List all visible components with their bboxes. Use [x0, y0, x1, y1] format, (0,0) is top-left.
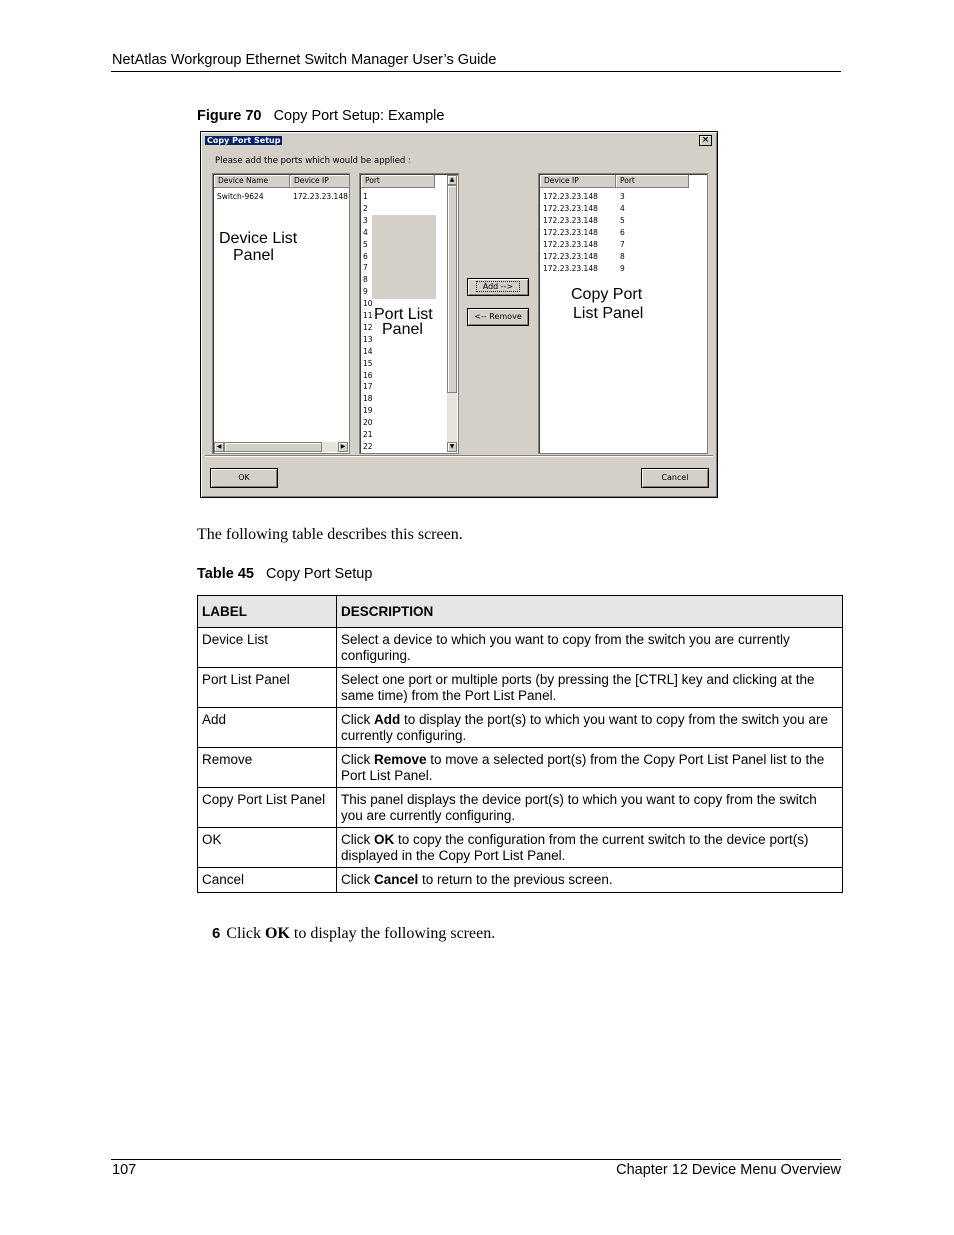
row-description: [337, 708, 843, 748]
copy-port-header[interactable]: Port: [616, 175, 689, 188]
device-list-panel[interactable]: [212, 173, 350, 454]
scroll-up-icon[interactable]: ▲: [447, 175, 457, 185]
description-pre: This panel displays the device port(s) to which you want to copy from the switch you are currently configuring.: [341, 792, 817, 823]
port-item[interactable]: 3: [363, 215, 368, 225]
copy-device-ip-cell[interactable]: 172.23.23.148: [543, 252, 598, 261]
copy-port-list-panel-annotation: [571, 285, 643, 323]
table-number: Table 45: [197, 566, 254, 582]
device-name-cell[interactable]: Switch-9624: [217, 192, 264, 201]
copy-port-setup-dialog: [200, 131, 718, 498]
port-item[interactable]: 19: [363, 406, 373, 416]
copy-port-cell[interactable]: 5: [620, 216, 625, 225]
port-item[interactable]: 4: [363, 227, 368, 237]
selected-ports-highlight: [372, 215, 436, 299]
port-item[interactable]: 13: [363, 334, 373, 344]
port-item[interactable]: 12: [363, 322, 373, 332]
description-table: [197, 595, 843, 893]
add-button[interactable]: [467, 278, 529, 296]
copy-port-cell[interactable]: 7: [620, 240, 625, 249]
row-label: Add: [198, 708, 337, 748]
copy-port-cell[interactable]: 4: [620, 204, 625, 213]
row-label: OK: [198, 828, 337, 868]
copy-device-ip-header[interactable]: Device IP: [540, 175, 616, 188]
port-item[interactable]: 14: [363, 346, 373, 356]
table-row: [198, 788, 843, 828]
port-item[interactable]: 8: [363, 275, 368, 285]
scroll-down-icon[interactable]: ▼: [447, 442, 457, 452]
annotation-line: Panel: [233, 247, 274, 264]
description-bold: Remove: [374, 752, 427, 767]
port-item[interactable]: 15: [363, 358, 373, 368]
copy-port-cell[interactable]: 3: [620, 192, 625, 201]
device-name-header[interactable]: Device Name: [214, 175, 290, 188]
copy-device-ip-cell[interactable]: 172.23.23.148: [543, 204, 598, 213]
header-rule: [111, 71, 841, 72]
ok-button[interactable]: OK: [210, 468, 278, 488]
annotation-line: Device List: [219, 230, 298, 247]
annotation-line: Copy Port: [571, 286, 643, 303]
port-item[interactable]: 22: [363, 441, 373, 451]
device-list-panel-annotation: [219, 230, 297, 264]
page-number: 107: [112, 1162, 137, 1178]
table-header-row: [198, 596, 843, 628]
port-item[interactable]: 2: [363, 203, 368, 213]
port-item[interactable]: 16: [363, 370, 373, 380]
description-post: to move a selected port(s) from the Copy Port List Panel list to the Port List Panel.: [341, 752, 825, 783]
row-description: [337, 788, 843, 828]
table-title: Copy Port Setup: [266, 566, 373, 582]
device-list-hscrollbar[interactable]: [214, 442, 348, 452]
copy-device-ip-cell[interactable]: 172.23.23.148: [543, 216, 598, 225]
annotation-line: Port List: [374, 306, 433, 323]
scroll-thumb[interactable]: [447, 185, 457, 393]
table-caption: [197, 566, 372, 582]
copy-port-cell[interactable]: 6: [620, 228, 625, 237]
row-label: Remove: [198, 748, 337, 788]
device-ip-header[interactable]: Device IP: [290, 175, 350, 188]
row-label: Port List Panel: [198, 668, 337, 708]
port-item[interactable]: 17: [363, 382, 373, 392]
copy-device-ip-cell[interactable]: 172.23.23.148: [543, 264, 598, 273]
row-description: [337, 868, 843, 893]
remove-button[interactable]: <-- Remove: [467, 308, 529, 326]
table-row: [198, 628, 843, 668]
port-item[interactable]: 11: [363, 311, 373, 320]
row-description: [337, 628, 843, 668]
port-list-panel-annotation: [374, 306, 433, 337]
table-row: [198, 708, 843, 748]
description-pre: Click: [341, 832, 374, 847]
port-item[interactable]: 6: [363, 251, 368, 261]
description-pre: Click: [341, 752, 374, 767]
table-row: [198, 868, 843, 893]
port-item[interactable]: 9: [363, 287, 368, 297]
figure-caption: [197, 108, 444, 124]
step-pre: Click: [226, 925, 266, 942]
description-pre: Click: [341, 712, 374, 727]
port-item[interactable]: 10: [363, 299, 373, 309]
row-label: Cancel: [198, 868, 337, 893]
copy-device-ip-cell[interactable]: 172.23.23.148: [543, 192, 598, 201]
dialog-titlebar: [203, 134, 715, 148]
copy-port-cell[interactable]: 9: [620, 264, 625, 273]
row-description: [337, 828, 843, 868]
dialog-prompt: Please add the ports which would be applied :: [215, 156, 411, 166]
label-column-header: LABEL: [198, 596, 337, 628]
table-body: [198, 628, 843, 893]
intro-text: The following table describes this screen.: [197, 526, 463, 543]
button-separator: [205, 455, 713, 457]
table-row: [198, 828, 843, 868]
port-list-vscrollbar[interactable]: [447, 175, 457, 452]
port-header[interactable]: Port: [361, 175, 435, 188]
step-bold: OK: [265, 925, 290, 942]
port-item[interactable]: 7: [363, 263, 368, 273]
description-post: to display the port(s) to which you want to copy from the switch you are currently configuring.: [341, 712, 828, 743]
scroll-left-icon[interactable]: ◀: [214, 442, 224, 452]
port-item[interactable]: 1: [363, 192, 368, 201]
row-label: Device List: [198, 628, 337, 668]
port-item[interactable]: 5: [363, 239, 368, 249]
copy-device-ip-cell[interactable]: 172.23.23.148: [543, 240, 598, 249]
annotation-line: List Panel: [573, 305, 644, 322]
port-item[interactable]: 20: [363, 418, 373, 428]
description-column-header: DESCRIPTION: [337, 596, 843, 628]
description-bold: Cancel: [374, 872, 419, 887]
figure-title: Copy Port Setup: Example: [273, 108, 445, 124]
figure-number: Figure 70: [197, 108, 262, 124]
description-pre: Select one port or multiple ports (by pressing the [CTRL] key and clicking at the same time) from the Port List Panel.: [341, 672, 815, 703]
row-description: [337, 668, 843, 708]
description-bold: Add: [374, 712, 401, 727]
table-row: [198, 668, 843, 708]
description-pre: Select a device to which you want to copy from the switch you are currently configuring.: [341, 632, 790, 663]
annotation-line: Panel: [382, 321, 423, 338]
footer-rule: [111, 1159, 841, 1160]
add-button-label: Add -->: [476, 281, 521, 292]
row-label: Copy Port List Panel: [198, 788, 337, 828]
port-item[interactable]: 21: [363, 430, 373, 439]
scroll-right-icon[interactable]: ▶: [338, 442, 348, 452]
step-post: to display the following screen.: [289, 925, 496, 942]
copy-device-ip-cell[interactable]: 172.23.23.148: [543, 228, 598, 237]
description-pre: Click: [341, 872, 374, 887]
dialog-title: Copy Port Setup: [207, 136, 281, 145]
port-item[interactable]: 18: [363, 394, 373, 404]
description-post: to copy the configuration from the current switch to the device port(s) displayed in the Copy Port List Panel.: [341, 832, 809, 863]
scroll-thumb[interactable]: [224, 442, 322, 452]
copy-port-cell[interactable]: 8: [620, 252, 625, 261]
table-row: [198, 748, 843, 788]
step-instruction: [212, 925, 495, 943]
row-description: [337, 748, 843, 788]
device-ip-cell[interactable]: 172.23.23.148: [293, 192, 348, 201]
close-icon[interactable]: ×: [699, 135, 712, 146]
step-number: 6: [212, 925, 221, 942]
running-header: NetAtlas Workgroup Ethernet Switch Manager User’s Guide: [112, 52, 497, 68]
cancel-button[interactable]: Cancel: [641, 468, 709, 488]
description-bold: OK: [374, 832, 395, 847]
chapter-title: Chapter 12 Device Menu Overview: [616, 1162, 841, 1178]
description-post: to return to the previous screen.: [418, 872, 613, 887]
